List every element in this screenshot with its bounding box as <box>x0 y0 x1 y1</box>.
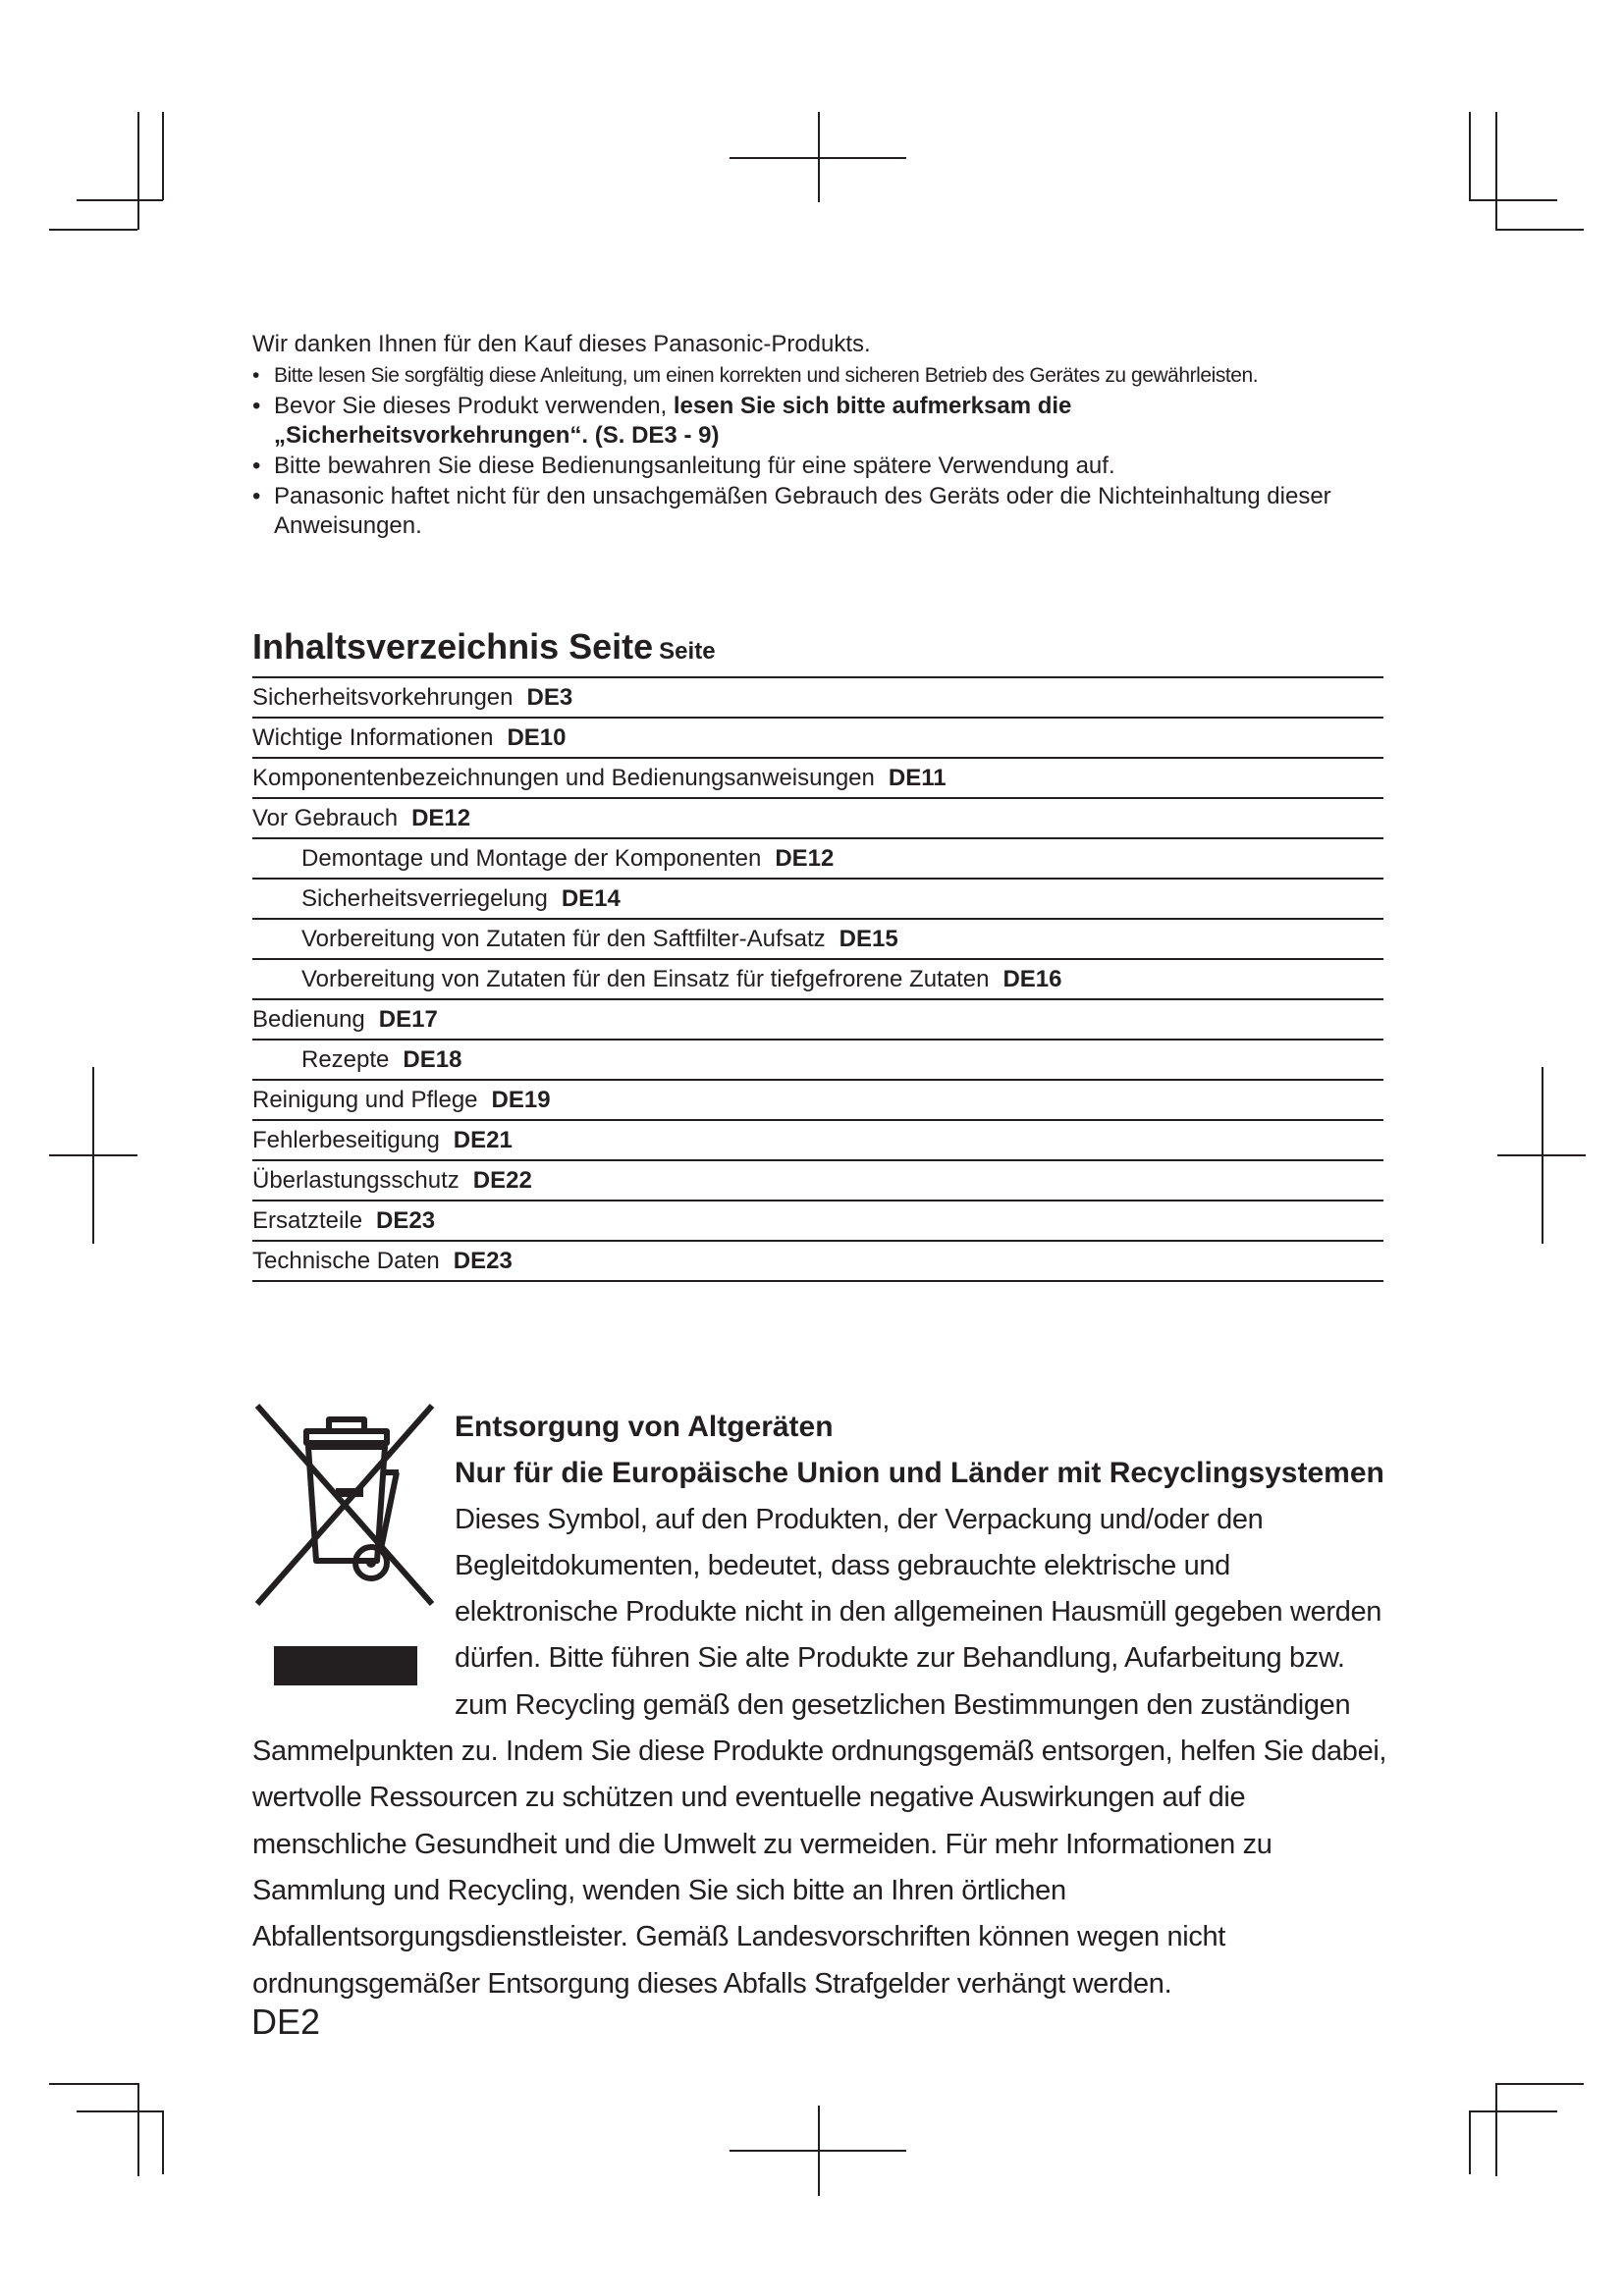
disposal-subheading: Nur für die Europäische Union und Länder mit Recyclingsystemen <box>455 1457 1384 1490</box>
toc-item[interactable] <box>252 799 1383 839</box>
toc-item-page: DE23 <box>376 1207 436 1234</box>
toc-item-title: Komponentenbezeichnungen und Bedienungsanweisungen <box>252 765 875 791</box>
crop-mark <box>77 2110 163 2112</box>
toc-item[interactable] <box>252 719 1383 759</box>
crop-mark <box>77 199 163 201</box>
intro-section <box>252 330 1391 542</box>
toc-item-title: Bedienung <box>252 1006 365 1033</box>
toc-item-title: Fehlerbeseitigung <box>252 1127 440 1153</box>
toc-subitem[interactable] <box>252 960 1383 1000</box>
toc-item[interactable] <box>252 1121 1383 1161</box>
intro-bullet-emphasis: lesen Sie sich bitte aufmerksam die „Sicherheitsvorkehrungen“. (S. DE3 - 9) <box>274 393 1072 449</box>
toc-item-page: DE21 <box>453 1127 513 1153</box>
crop-mark <box>49 2083 137 2085</box>
crop-mark <box>1495 2083 1497 2176</box>
crop-mark <box>1469 112 1471 200</box>
crop-mark <box>137 112 139 230</box>
crop-mark <box>1469 2110 1471 2174</box>
crop-mark <box>137 2083 139 2176</box>
crop-mark <box>1495 112 1497 230</box>
icon-spacer <box>252 1404 455 1692</box>
toc-item[interactable] <box>252 1161 1383 1201</box>
page-number: DE2 <box>251 2002 321 2042</box>
toc-item-page: DE18 <box>403 1046 462 1073</box>
toc-subitem[interactable] <box>252 880 1383 920</box>
intro-bullet <box>252 482 1391 541</box>
toc-item-title: Technische Daten <box>252 1248 440 1274</box>
toc-subitem[interactable] <box>252 920 1383 960</box>
intro-thanks: Wir danken Ihnen für den Kauf dieses Panasonic-Produkts. <box>252 331 871 357</box>
toc-item-page: DE14 <box>561 885 621 912</box>
toc-item-title: Sicherheitsvorkehrungen <box>252 684 514 711</box>
toc-item-page: DE10 <box>507 724 567 751</box>
crop-mark <box>730 2150 906 2152</box>
toc-item-page: DE22 <box>472 1167 532 1194</box>
toc-item-title: Vorbereitung von Zutaten für den Saftfilter-Aufsatz <box>301 926 826 952</box>
toc-item-title: Demontage und Montage der Komponenten <box>301 845 762 872</box>
toc-item[interactable] <box>252 1201 1383 1242</box>
toc-item[interactable] <box>252 759 1383 799</box>
intro-bullet <box>252 392 1391 451</box>
toc-item[interactable] <box>252 1000 1383 1041</box>
toc-item-title: Überlastungsschutz <box>252 1167 460 1194</box>
crop-mark <box>162 112 164 200</box>
toc-item-title: Vorbereitung von Zutaten für den Einsatz für tiefgefrorene Zutaten <box>301 966 990 992</box>
crop-mark <box>1469 2110 1557 2112</box>
toc-heading <box>252 622 1383 676</box>
toc-item-page: DE12 <box>411 805 471 831</box>
crop-mark <box>49 1154 137 1156</box>
toc-item-page: DE12 <box>775 845 835 872</box>
toc-item-page: DE16 <box>1002 966 1062 992</box>
toc-title: Inhaltsverzeichnis Seite <box>252 626 654 667</box>
intro-bullet-list <box>252 361 1391 541</box>
toc-item-title: Wichtige Informationen <box>252 724 494 751</box>
toc-subitem[interactable] <box>252 1041 1383 1081</box>
crop-mark <box>49 229 137 231</box>
toc-item-page: DE19 <box>491 1087 551 1113</box>
toc-item-page: DE17 <box>378 1006 438 1033</box>
toc-item-title: Vor Gebrauch <box>252 805 399 831</box>
intro-bullet-text: Bitte bewahren Sie diese Bedienungsanleitung für eine spätere Verwendung auf. <box>274 453 1115 479</box>
disposal-heading: Entsorgung von Altgeräten <box>455 1411 834 1443</box>
table-of-contents <box>252 622 1383 1282</box>
intro-bullet <box>252 361 1391 391</box>
toc-item-title: Sicherheitsverriegelung <box>301 885 548 912</box>
crop-mark <box>1495 229 1584 231</box>
toc-item-page: DE11 <box>888 765 947 791</box>
crop-mark <box>730 157 906 159</box>
toc-item[interactable] <box>252 678 1383 719</box>
toc-subitem[interactable] <box>252 839 1383 880</box>
disposal-section <box>252 1404 1391 2007</box>
toc-item-title: Ersatzteile <box>252 1207 363 1234</box>
toc-item-page: DE15 <box>839 926 898 952</box>
crop-mark <box>1495 2083 1584 2085</box>
toc-item[interactable] <box>252 1081 1383 1121</box>
crop-mark <box>162 2110 164 2174</box>
toc-item-title: Reinigung und Pflege <box>252 1087 478 1113</box>
intro-bullet <box>252 452 1391 481</box>
toc-item-page: DE23 <box>453 1248 513 1274</box>
toc-item-title: Rezepte <box>301 1046 390 1073</box>
toc-list <box>252 676 1383 1282</box>
toc-item[interactable] <box>252 1242 1383 1282</box>
toc-item-page: DE3 <box>526 684 573 711</box>
intro-bullet-text: Bevor Sie dieses Produkt verwenden, <box>274 393 668 419</box>
disposal-body: Dieses Symbol, auf den Produkten, der Verpackung und/oder den Begleitdokumenten, bedeutet, dass gebrauchte elektrische und elektronische Produkte nicht in den allgemeinen Hausmüll gegeben werden dürfen. Bitte führen Sie alte Produkte zur Behandlung, Aufarbeitung bzw. zum Recycling gemäß den gesetzlichen Bestimmungen den zuständigen Sammelpunkten zu. Indem Sie diese Produkte ordnungsgemäß entsorgen, helfen Sie dabei, wertvolle Ressourcen zu schützen und eventuelle negative Auswirkungen auf die menschliche Gesundheit und die Umwelt zu vermeiden. Für mehr Informationen zu Sammlung und Recycling, wenden Sie sich bitte an Ihren örtlichen Abfallentsorgungsdienstleister. Gemäß Landesvorschriften können wegen nicht ordnungsgemäßer Entsorgung dieses Abfalls Strafgelder verhängt werden. <box>252 1503 1387 2000</box>
intro-bullet-text: Bitte lesen Sie sorgfältig diese Anleitung, um einen korrekten und sicheren Betrieb des Gerätes zu gewährleisten. <box>274 364 1259 387</box>
toc-page-label: Seite <box>659 638 716 665</box>
intro-bullet-text: Panasonic haftet nicht für den unsachgemäßen Gebrauch des Geräts oder die Nichteinhaltung dieser Anweisungen. <box>274 483 1331 539</box>
crop-mark <box>1497 1154 1586 1156</box>
crop-mark <box>1469 199 1557 201</box>
